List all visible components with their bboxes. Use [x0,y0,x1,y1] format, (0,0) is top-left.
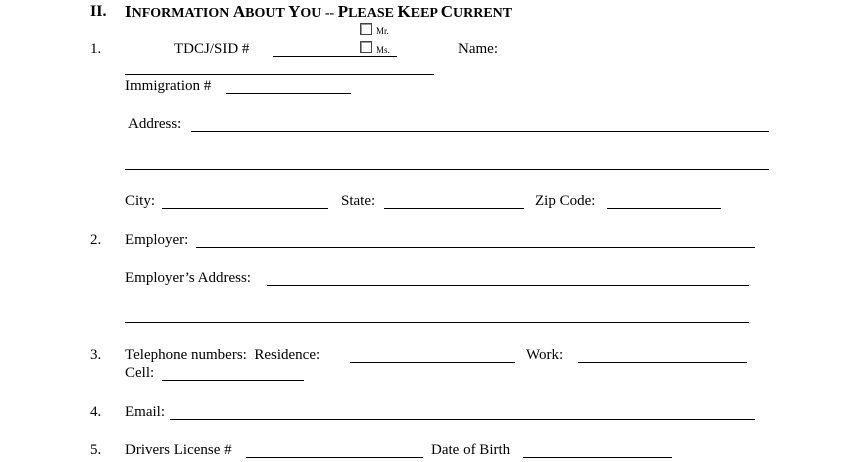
city-label: City: [125,193,156,209]
residence-phone-field[interactable] [350,362,515,363]
address-label: Address: [128,116,182,132]
mr-checkbox[interactable] [360,23,372,35]
name-label: Name: [458,41,498,57]
date-of-birth-field[interactable] [523,457,672,458]
immigration-field[interactable] [226,93,351,94]
section-title-word: YOU [288,2,322,21]
zip-code-label: Zip Code: [535,193,596,209]
section-title-word: INFORMATION [125,2,230,21]
section-title-word: CURRENT [440,2,513,21]
section-title-word: PLEASE [337,2,394,21]
employer-address-field-line-1[interactable] [267,285,749,286]
item-number-2: 2. [90,232,102,248]
employer-field[interactable] [196,247,755,248]
section-title-word: -- [324,6,335,21]
employer-label: Employer: [125,232,189,248]
drivers-license-field[interactable] [246,457,423,458]
immigration-label: Immigration # [125,78,212,94]
state-label: State: [341,193,376,209]
ms-checkbox[interactable] [360,41,372,53]
tdcj-sid-label: TDCJ/SID # [174,41,250,57]
email-label: Email: [125,404,165,420]
city-field[interactable] [162,208,328,209]
name-field[interactable] [125,74,434,75]
ms-label: Ms. [376,45,390,55]
email-field[interactable] [170,419,755,420]
item-number-4: 4. [90,404,102,420]
date-of-birth-label: Date of Birth [431,442,511,458]
state-field[interactable] [384,208,524,209]
telephone-residence-label: Telephone numbers: Residence: [125,347,321,363]
cell-phone-label: Cell: [125,365,155,381]
item-number-5: 5. [90,442,102,458]
address-field-line-1[interactable] [191,131,769,132]
mr-label: Mr. [376,26,389,36]
item-number-1: 1. [90,41,102,57]
cell-phone-field[interactable] [162,380,304,381]
section-title-word: ABOUT [232,2,285,21]
section-numeral: II. [90,3,107,20]
drivers-license-label: Drivers License # [125,442,232,458]
zip-code-field[interactable] [607,208,721,209]
employer-address-field-line-2[interactable] [125,322,749,323]
address-field-line-2[interactable] [125,169,769,170]
work-phone-field[interactable] [578,362,747,363]
work-phone-label: Work: [526,347,564,363]
employer-address-label: Employer’s Address: [125,270,251,286]
section-title-word: KEEP [397,2,438,21]
item-number-3: 3. [90,347,102,363]
section-title [125,3,512,22]
